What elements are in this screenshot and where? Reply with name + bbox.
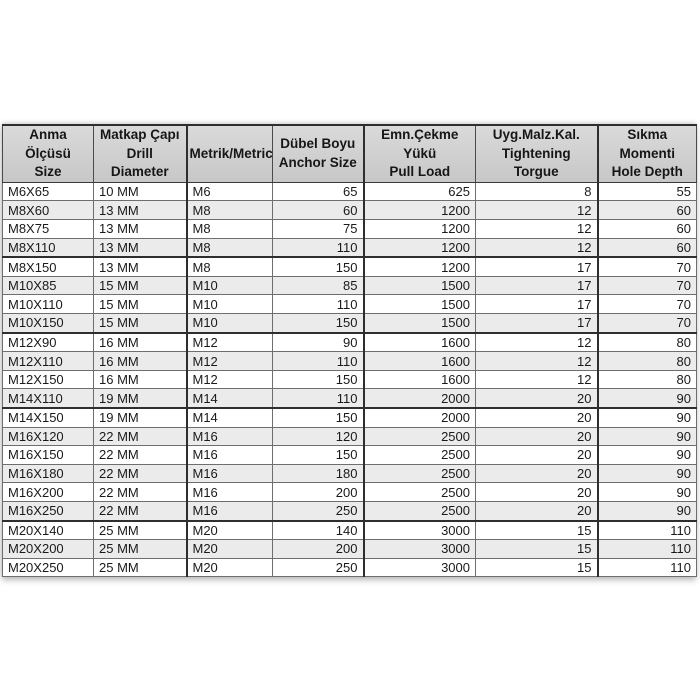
- cell-tightening-torque: 17: [476, 257, 598, 276]
- cell-pull-load: 3000: [364, 540, 476, 559]
- table-row: [3, 295, 697, 314]
- cell-pull-load: 2500: [364, 464, 476, 483]
- cell-anchor-size: 250: [273, 501, 364, 520]
- cell-hole-depth: 70: [598, 257, 697, 276]
- cell-size: M10X110: [3, 295, 94, 314]
- cell-hole-depth: 80: [598, 370, 697, 389]
- cell-anchor-size: 65: [273, 182, 364, 201]
- cell-tightening-torque: 20: [476, 408, 598, 427]
- table-row: [3, 408, 697, 427]
- cell-anchor-size: 60: [273, 201, 364, 220]
- table-row: [3, 501, 697, 520]
- table-row: [3, 446, 697, 465]
- table-row: [3, 540, 697, 559]
- cell-anchor-size: 120: [273, 427, 364, 446]
- cell-metric: M16: [187, 501, 273, 520]
- header-label-en: Pull Load: [389, 164, 451, 180]
- cell-hole-depth: 110: [598, 540, 697, 559]
- cell-tightening-torque: 20: [476, 389, 598, 408]
- cell-size: M20X200: [3, 540, 94, 559]
- cell-size: M12X110: [3, 352, 94, 371]
- header-row: [3, 125, 697, 182]
- cell-tightening-torque: 17: [476, 295, 598, 314]
- cell-size: M8X75: [3, 220, 94, 239]
- cell-hole-depth: 90: [598, 389, 697, 408]
- cell-metric: M12: [187, 333, 273, 352]
- cell-size: M20X140: [3, 521, 94, 540]
- cell-anchor-size: 140: [273, 521, 364, 540]
- cell-pull-load: 2000: [364, 408, 476, 427]
- cell-metric: M8: [187, 257, 273, 276]
- cell-size: M16X200: [3, 483, 94, 502]
- cell-size: M16X120: [3, 427, 94, 446]
- cell-hole-depth: 90: [598, 408, 697, 427]
- cell-pull-load: 2500: [364, 501, 476, 520]
- cell-anchor-size: 110: [273, 295, 364, 314]
- cell-hole-depth: 110: [598, 558, 697, 577]
- cell-drill-diameter: 16 MM: [94, 333, 187, 352]
- cell-drill-diameter: 13 MM: [94, 238, 187, 257]
- cell-anchor-size: 150: [273, 314, 364, 333]
- cell-pull-load: 1600: [364, 333, 476, 352]
- cell-anchor-size: 150: [273, 257, 364, 276]
- header-label-en: Size: [34, 164, 62, 180]
- cell-metric: M16: [187, 427, 273, 446]
- column-header-anchor-size: [273, 125, 364, 182]
- cell-pull-load: 1500: [364, 276, 476, 295]
- table-row: [3, 201, 697, 220]
- cell-pull-load: 3000: [364, 521, 476, 540]
- table-row: [3, 257, 697, 276]
- table-row: [3, 427, 697, 446]
- cell-hole-depth: 90: [598, 446, 697, 465]
- cell-tightening-torque: 15: [476, 558, 598, 577]
- cell-anchor-size: 110: [273, 352, 364, 371]
- cell-drill-diameter: 15 MM: [94, 314, 187, 333]
- header-label-en: Hole Depth: [611, 164, 683, 180]
- cell-pull-load: 625: [364, 182, 476, 201]
- column-header-hole-depth: [598, 125, 697, 182]
- cell-metric: M10: [187, 295, 273, 314]
- table-row: [3, 370, 697, 389]
- cell-size: M16X150: [3, 446, 94, 465]
- cell-pull-load: 1500: [364, 314, 476, 333]
- cell-anchor-size: 75: [273, 220, 364, 239]
- column-header-drill-diameter: [94, 125, 187, 182]
- table-header: [3, 125, 697, 182]
- cell-tightening-torque: 20: [476, 464, 598, 483]
- cell-hole-depth: 90: [598, 483, 697, 502]
- table-row: [3, 276, 697, 295]
- cell-drill-diameter: 22 MM: [94, 501, 187, 520]
- table-row: [3, 389, 697, 408]
- cell-pull-load: 1600: [364, 370, 476, 389]
- cell-metric: M14: [187, 389, 273, 408]
- cell-hole-depth: 90: [598, 464, 697, 483]
- cell-metric: M16: [187, 483, 273, 502]
- header-label-tr: Sıkma Momenti: [619, 127, 675, 161]
- cell-metric: M12: [187, 352, 273, 371]
- cell-hole-depth: 110: [598, 521, 697, 540]
- cell-tightening-torque: 20: [476, 483, 598, 502]
- table-row: [3, 333, 697, 352]
- cell-metric: M20: [187, 558, 273, 577]
- table-row: [3, 521, 697, 540]
- cell-tightening-torque: 20: [476, 501, 598, 520]
- cell-hole-depth: 80: [598, 333, 697, 352]
- cell-hole-depth: 70: [598, 276, 697, 295]
- cell-metric: M8: [187, 220, 273, 239]
- cell-drill-diameter: 22 MM: [94, 483, 187, 502]
- cell-size: M16X250: [3, 501, 94, 520]
- cell-size: M12X150: [3, 370, 94, 389]
- cell-drill-diameter: 19 MM: [94, 389, 187, 408]
- cell-drill-diameter: 15 MM: [94, 295, 187, 314]
- cell-drill-diameter: 22 MM: [94, 464, 187, 483]
- cell-hole-depth: 55: [598, 182, 697, 201]
- header-label-tr: Dübel Boyu: [280, 136, 356, 152]
- cell-hole-depth: 70: [598, 314, 697, 333]
- cell-pull-load: 2000: [364, 389, 476, 408]
- cell-drill-diameter: 22 MM: [94, 427, 187, 446]
- cell-anchor-size: 150: [273, 408, 364, 427]
- cell-anchor-size: 110: [273, 389, 364, 408]
- cell-hole-depth: 80: [598, 352, 697, 371]
- cell-metric: M8: [187, 201, 273, 220]
- cell-drill-diameter: 22 MM: [94, 446, 187, 465]
- cell-size: M10X150: [3, 314, 94, 333]
- cell-pull-load: 1200: [364, 220, 476, 239]
- cell-tightening-torque: 12: [476, 201, 598, 220]
- cell-size: M6X65: [3, 182, 94, 201]
- cell-drill-diameter: 19 MM: [94, 408, 187, 427]
- cell-anchor-size: 90: [273, 333, 364, 352]
- cell-drill-diameter: 10 MM: [94, 182, 187, 201]
- cell-pull-load: 2500: [364, 446, 476, 465]
- cell-metric: M20: [187, 540, 273, 559]
- table-row: [3, 352, 697, 371]
- cell-hole-depth: 90: [598, 427, 697, 446]
- cell-tightening-torque: 12: [476, 238, 598, 257]
- cell-size: M12X90: [3, 333, 94, 352]
- cell-tightening-torque: 15: [476, 540, 598, 559]
- cell-metric: M16: [187, 446, 273, 465]
- cell-drill-diameter: 25 MM: [94, 540, 187, 559]
- cell-tightening-torque: 15: [476, 521, 598, 540]
- cell-metric: M20: [187, 521, 273, 540]
- cell-tightening-torque: 8: [476, 182, 598, 201]
- cell-tightening-torque: 12: [476, 352, 598, 371]
- cell-anchor-size: 150: [273, 446, 364, 465]
- header-label-tr: Anma Ölçüsü: [25, 127, 71, 161]
- cell-size: M8X150: [3, 257, 94, 276]
- cell-tightening-torque: 20: [476, 427, 598, 446]
- cell-pull-load: 2500: [364, 483, 476, 502]
- cell-drill-diameter: 25 MM: [94, 521, 187, 540]
- cell-size: M14X110: [3, 389, 94, 408]
- header-label-en: Anchor Size: [278, 154, 357, 170]
- header-label-tr: Metrik/Metric: [189, 145, 273, 161]
- table-row: [3, 314, 697, 333]
- cell-anchor-size: 110: [273, 238, 364, 257]
- cell-drill-diameter: 13 MM: [94, 201, 187, 220]
- cell-tightening-torque: 12: [476, 333, 598, 352]
- column-header-tightening-torque: [476, 125, 598, 182]
- cell-hole-depth: 70: [598, 295, 697, 314]
- table-body: [3, 182, 697, 576]
- cell-metric: M10: [187, 276, 273, 295]
- cell-drill-diameter: 16 MM: [94, 370, 187, 389]
- cell-pull-load: 1200: [364, 201, 476, 220]
- spec-table: [2, 124, 697, 577]
- cell-anchor-size: 200: [273, 540, 364, 559]
- cell-anchor-size: 150: [273, 370, 364, 389]
- cell-metric: M10: [187, 314, 273, 333]
- cell-pull-load: 1600: [364, 352, 476, 371]
- cell-size: M20X250: [3, 558, 94, 577]
- table-row: [3, 238, 697, 257]
- header-label-tr: Uyg.Malz.Kal.: [492, 127, 580, 142]
- cell-metric: M6: [187, 182, 273, 201]
- cell-pull-load: 2500: [364, 427, 476, 446]
- column-header-metric: [187, 125, 273, 182]
- table-row: [3, 483, 697, 502]
- cell-drill-diameter: 25 MM: [94, 558, 187, 577]
- cell-metric: M14: [187, 408, 273, 427]
- table-row: [3, 464, 697, 483]
- cell-drill-diameter: 15 MM: [94, 276, 187, 295]
- cell-tightening-torque: 20: [476, 446, 598, 465]
- cell-hole-depth: 60: [598, 220, 697, 239]
- cell-pull-load: 1500: [364, 295, 476, 314]
- cell-anchor-size: 85: [273, 276, 364, 295]
- cell-hole-depth: 60: [598, 238, 697, 257]
- table-row: [3, 182, 697, 201]
- column-header-pull-load: [364, 125, 476, 182]
- header-label-tr: Matkap Çapı: [99, 127, 180, 142]
- header-label-tr: Emn.Çekme Yükü: [381, 127, 459, 161]
- cell-pull-load: 1200: [364, 257, 476, 276]
- cell-pull-load: 3000: [364, 558, 476, 577]
- cell-size: M14X150: [3, 408, 94, 427]
- header-label-en: Drill Diameter: [110, 145, 169, 180]
- cell-tightening-torque: 12: [476, 220, 598, 239]
- cell-drill-diameter: 13 MM: [94, 257, 187, 276]
- cell-metric: M8: [187, 238, 273, 257]
- cell-tightening-torque: 12: [476, 370, 598, 389]
- cell-tightening-torque: 17: [476, 314, 598, 333]
- header-label-en: Tightening Torgue: [501, 145, 571, 180]
- cell-size: M8X60: [3, 201, 94, 220]
- column-header-size: [3, 125, 94, 182]
- table-row: [3, 220, 697, 239]
- cell-size: M8X110: [3, 238, 94, 257]
- cell-size: M16X180: [3, 464, 94, 483]
- cell-hole-depth: 60: [598, 201, 697, 220]
- cell-metric: M12: [187, 370, 273, 389]
- cell-anchor-size: 200: [273, 483, 364, 502]
- cell-pull-load: 1200: [364, 238, 476, 257]
- cell-anchor-size: 180: [273, 464, 364, 483]
- cell-size: M10X85: [3, 276, 94, 295]
- table-row: [3, 558, 697, 577]
- cell-metric: M16: [187, 464, 273, 483]
- cell-anchor-size: 250: [273, 558, 364, 577]
- cell-drill-diameter: 13 MM: [94, 220, 187, 239]
- spec-table-container: [2, 124, 696, 577]
- cell-tightening-torque: 17: [476, 276, 598, 295]
- cell-hole-depth: 90: [598, 501, 697, 520]
- cell-drill-diameter: 16 MM: [94, 352, 187, 371]
